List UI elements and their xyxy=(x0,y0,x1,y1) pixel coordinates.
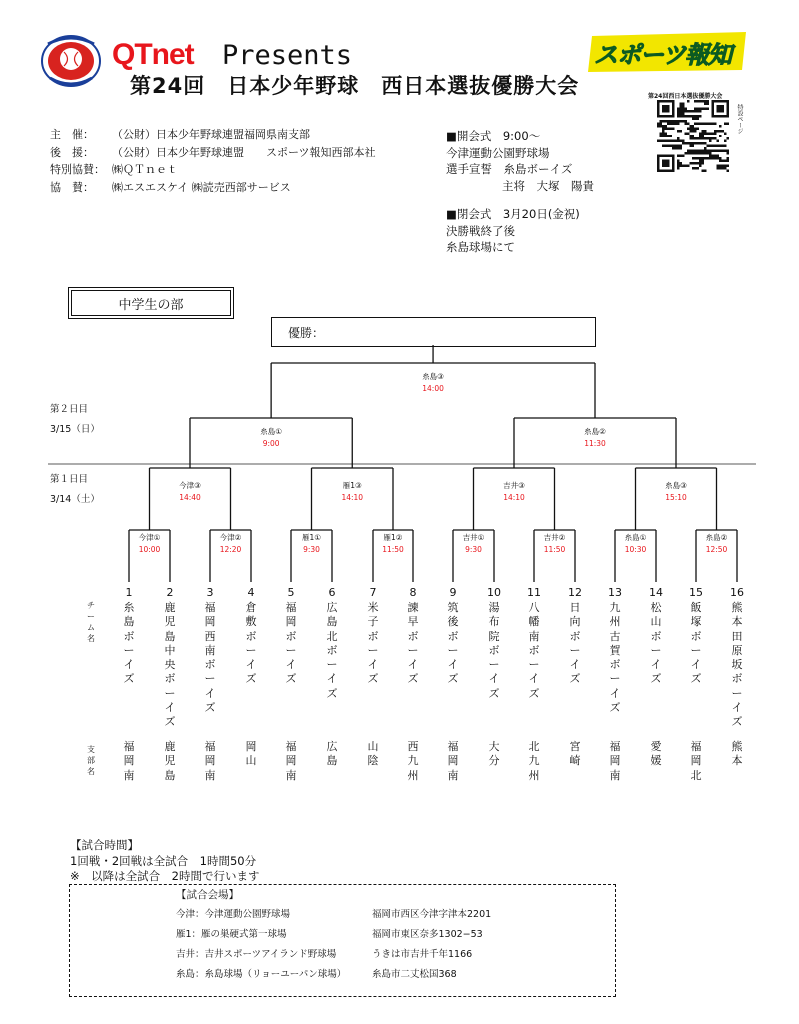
venue-name: 糸島：糸島球場（リョーユーパン球場） xyxy=(176,969,347,980)
team-number: 4 xyxy=(247,586,255,599)
team-branch: 岡山 xyxy=(245,740,257,768)
division-title: 中学生の部 xyxy=(68,287,234,319)
match-venue: 雁1① xyxy=(302,533,321,542)
quarterfinal-match xyxy=(160,480,220,504)
match-venue: 吉井① xyxy=(462,533,485,542)
team-branch: 福岡南 xyxy=(609,740,621,782)
organizer-key: 特別協賛： xyxy=(50,163,105,176)
venue-name: 今津：今津運動公園野球場 xyxy=(176,909,291,920)
organizer-key: 主 催： xyxy=(50,128,94,141)
closing-line: 糸島球場にて xyxy=(446,240,515,254)
team-name[interactable]: 熊本田原坂ボーイズ xyxy=(731,601,743,729)
final-match xyxy=(403,371,463,395)
organizer-value: （公財）日本少年野球連盟福岡県南支部 xyxy=(112,128,310,141)
venue-names xyxy=(176,905,346,985)
team-branch: 西九州 xyxy=(407,740,419,782)
opening-line: 今津運動公園野球場 xyxy=(446,145,550,160)
team-name[interactable]: 諫早ボーイズ xyxy=(407,601,419,686)
day-date: 3/14（土） xyxy=(50,494,100,505)
organizer-key: 後 援： xyxy=(50,145,94,159)
match-time: 14:10 xyxy=(503,493,525,502)
team-name[interactable]: 飯塚ボーイズ xyxy=(690,601,702,686)
team-branch: 福岡北 xyxy=(690,740,702,782)
match-venue: 雁1③ xyxy=(342,481,362,490)
team-number: 9 xyxy=(449,586,457,599)
team-name[interactable]: 松山ボーイズ xyxy=(650,601,662,686)
quarterfinal-match xyxy=(484,480,544,504)
match-time-block xyxy=(70,838,259,885)
match-venue: 糸島② xyxy=(705,533,728,542)
team-name[interactable]: 福岡西南ボーイズ xyxy=(204,601,216,715)
venue-addresses xyxy=(372,905,491,985)
team-number: 3 xyxy=(206,586,214,599)
team-number: 16 xyxy=(730,586,744,599)
round1-match xyxy=(687,532,747,556)
team-number: 12 xyxy=(568,586,582,599)
quarterfinal-match xyxy=(322,480,382,504)
team-name[interactable]: 筑後ボーイズ xyxy=(447,601,459,686)
sponsor-suffix: Presents xyxy=(222,40,353,71)
match-venue: 今津② xyxy=(219,533,242,542)
match-venue: 吉井② xyxy=(543,533,566,542)
team-branch: 北九州 xyxy=(528,740,540,782)
team-name[interactable]: 八幡南ボーイズ xyxy=(528,601,540,700)
team-name[interactable]: 糸島ボーイズ xyxy=(123,601,135,686)
team-number: 7 xyxy=(369,586,377,599)
semifinal-match xyxy=(241,426,301,450)
match-time: 12:50 xyxy=(705,545,728,554)
team-number: 13 xyxy=(608,586,622,599)
closing-line: ■閉会式 3月20日(金祝) xyxy=(446,207,580,221)
round1-match xyxy=(363,532,423,556)
team-branch: 福岡南 xyxy=(123,740,135,782)
day-date: 3/15（日） xyxy=(50,424,100,435)
page-title: 第24回 日本少年野球 西日本選抜優勝大会 xyxy=(130,74,580,98)
team-number: 14 xyxy=(649,586,663,599)
team-branch: 福岡南 xyxy=(447,740,459,782)
semifinal-match xyxy=(565,426,625,450)
match-time: 10:30 xyxy=(624,545,647,554)
match-time: 12:20 xyxy=(219,545,242,554)
round1-match xyxy=(282,532,342,556)
opening-line: ■開会式 9:00～ xyxy=(446,129,541,143)
team-name[interactable]: 鹿児島中央ボーイズ xyxy=(164,601,176,729)
team-branch: 福岡南 xyxy=(285,740,297,782)
team-branch: 広島 xyxy=(326,740,338,768)
round1-match xyxy=(120,532,180,556)
team-number: 15 xyxy=(689,586,703,599)
match-time: 14:40 xyxy=(179,493,201,502)
branch-column-label: 支部名 xyxy=(87,745,95,776)
team-number: 2 xyxy=(166,586,174,599)
team-branch: 山陰 xyxy=(367,740,379,768)
team-number: 1 xyxy=(125,586,133,599)
match-time: 9:30 xyxy=(303,545,320,554)
venue-name: 吉井：吉井スポーツアイランド野球場 xyxy=(176,949,337,960)
winner-label: 優勝： xyxy=(288,326,325,340)
round1-match xyxy=(444,532,504,556)
round1-match xyxy=(201,532,261,556)
team-number: 6 xyxy=(328,586,336,599)
match-time: 14:10 xyxy=(341,493,364,502)
match-venue: 糸島③ xyxy=(665,481,687,490)
match-time: 10:00 xyxy=(138,545,161,554)
newspaper-logo-text: スポーツ報知 xyxy=(594,41,732,69)
organizer-value: ㈱エスエスケイ ㈱読売西部サービス xyxy=(112,180,291,194)
match-time: 11:50 xyxy=(382,545,404,554)
venue-address: 福岡市西区今津字津本2201 xyxy=(372,909,492,920)
match-time-line: 1回戦・2回戦は全試合 1時間50分 xyxy=(70,853,257,868)
organizer-key: 協 賛： xyxy=(50,180,94,194)
team-name[interactable]: 倉敷ボーイズ xyxy=(245,601,257,686)
team-number: 11 xyxy=(527,586,541,599)
team-branch: 熊本 xyxy=(731,740,743,768)
match-venue: 糸島③ xyxy=(422,372,444,381)
team-name[interactable]: 福岡ボーイズ xyxy=(285,601,297,686)
organizer-value: （公財）日本少年野球連盟 スポーツ報知西部本社 xyxy=(112,145,376,159)
opening-line: 選手宣誓 糸島ボーイズ xyxy=(446,162,573,176)
venue-address: 糸島市二丈松国368 xyxy=(372,969,457,980)
match-venue: 糸島② xyxy=(584,427,606,436)
team-name[interactable]: 日向ボーイズ xyxy=(569,601,581,686)
match-time-title: 【試合時間】 xyxy=(70,838,139,852)
closing-line: 決勝戦終了後 xyxy=(446,223,515,238)
organizer-value: ㈱ＱＴｎｅｔ xyxy=(112,163,178,176)
team-column-label: チーム名 xyxy=(87,601,95,643)
team-number: 10 xyxy=(487,586,501,599)
team-branch: 鹿児島 xyxy=(164,740,176,782)
team-name[interactable]: 湯布院ボーイズ xyxy=(488,601,500,700)
round1-match xyxy=(525,532,585,556)
match-time-line: ※ 以降は全試合 2時間で行います xyxy=(70,869,260,883)
qr-side-label: 特設ページ xyxy=(736,104,743,134)
match-venue: 糸島① xyxy=(624,533,647,542)
venue-address: 福岡市東区奈多1302−53 xyxy=(372,929,483,940)
match-time: 14:00 xyxy=(422,384,444,393)
match-time: 9:00 xyxy=(262,439,280,448)
team-branch: 宮崎 xyxy=(569,740,581,768)
team-name[interactable]: 米子ボーイズ xyxy=(367,601,379,686)
day-label: 第１日目 xyxy=(50,474,89,485)
day-label: 第２日目 xyxy=(50,404,89,415)
team-branch: 福岡南 xyxy=(204,740,216,782)
sponsor-brand: QTnet xyxy=(112,38,194,71)
quarterfinal-match xyxy=(646,480,706,504)
round1-match xyxy=(606,532,666,556)
match-venue: 雁1② xyxy=(383,533,403,542)
team-number: 5 xyxy=(287,586,295,599)
opening-line: 主将 大塚 陽貴 xyxy=(502,178,594,193)
match-time: 9:30 xyxy=(465,545,482,554)
qr-caption: 第24回西日本選抜優勝大会 xyxy=(648,93,723,100)
match-venue: 吉井③ xyxy=(503,481,525,490)
team-branch: 大分 xyxy=(488,740,500,768)
team-name[interactable]: 広島北ボーイズ xyxy=(326,601,338,700)
venue-address: うきは市吉井千年1166 xyxy=(372,949,473,960)
team-name[interactable]: 九州古賀ボーイズ xyxy=(609,601,621,715)
match-venue: 今津① xyxy=(138,533,161,542)
match-time: 11:50 xyxy=(543,545,566,554)
match-venue: 今津③ xyxy=(179,481,201,490)
venue-name: 雁1：雁の巣硬式第一球場 xyxy=(176,929,287,940)
team-number: 8 xyxy=(409,586,417,599)
venue-title: 【試合会場】 xyxy=(176,889,239,901)
match-time: 11:30 xyxy=(584,439,606,448)
team-branch: 愛媛 xyxy=(650,740,662,768)
match-time: 15:10 xyxy=(665,493,687,502)
match-venue: 糸島① xyxy=(260,427,282,436)
